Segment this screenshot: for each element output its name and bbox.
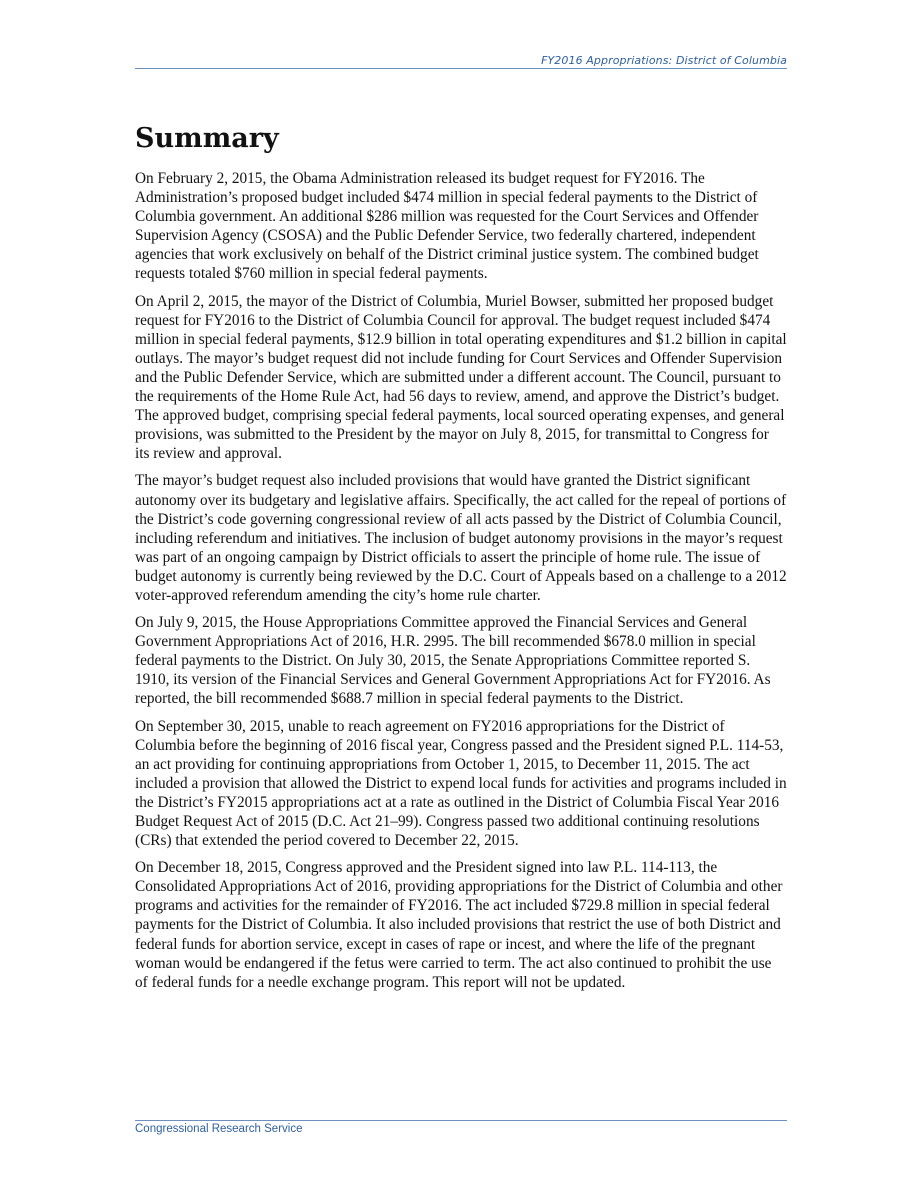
running-header: FY2016 Appropriations: District of Columbia bbox=[541, 54, 787, 67]
header-rule bbox=[135, 68, 787, 69]
summary-body bbox=[135, 169, 787, 1000]
paragraph-4: On July 9, 2015, the House Appropriations Committee approved the Financial Services and General Government Appropriations Act of 2016, H.R. 2995. The bill recommended $678.0 million in special federal payments to the District. On July 30, 2015, the Senate Appropriations Committee reported S. 1910, its version of the Financial Services and General Government Appropriations Act for FY2016. As reported, the bill recommended $688.7 million in special federal payments to the District. bbox=[135, 614, 771, 708]
footer-organization: Congressional Research Service bbox=[135, 1123, 303, 1135]
footer-rule bbox=[135, 1120, 787, 1121]
paragraph-2: On April 2, 2015, the mayor of the District of Columbia, Muriel Bowser, submitted her proposed budget request for FY2016 to the District of Columbia Council for approval. The budget request included $474 million in special federal payments, $12.9 billion in total operating expenditures and $1.2 billion in capital outlays. The mayor’s budget request did not include funding for Court Services and Offender Supervision and the Public Defender Service, which are submitted under a different account. The Council, pursuant to the requirements of the Home Rule Act, had 56 days to review, amend, and approve the District’s budget. The approved budget, comprising special federal payments, local sourced operating expenses, and general provisions, was submitted to the President by the mayor on July 8, 2015, for transmittal to Congress for its review and approval. bbox=[135, 292, 787, 463]
paragraph-1: On February 2, 2015, the Obama Administration released its budget request for FY2016. The Administration’s proposed budget included $474 million in special federal payments to the District of Columbia government. An additional $286 million was requested for the Court Services and Offender Supervision Agency (CSOSA) and the Public Defender Service, two federally chartered, independent agencies that work exclusively on behalf of the District criminal justice system. The combined budget requests totaled $760 million in special federal payments. bbox=[135, 170, 759, 283]
paragraph-3: The mayor’s budget request also included provisions that would have granted the District significant autonomy over its budgetary and legislative affairs. Specifically, the act called for the repeal of portions of the District’s code governing congressional review of all acts passed by the District of Columbia Council, including referendum and initiatives. The inclusion of budget autonomy provisions in the mayor’s request was part of an ongoing campaign by District officials to assert the principle of home rule. The issue of budget autonomy is currently being reviewed by the D.C. Court of Appeals based on a challenge to a 2012 voter-approved referendum amending the city’s home rule charter. bbox=[135, 472, 787, 604]
section-title: Summary bbox=[135, 123, 279, 154]
paragraph-5: On September 30, 2015, unable to reach agreement on FY2016 appropriations for the District of Columbia before the beginning of 2016 fiscal year, Congress passed and the President signed P.L. 114-53, an act providing for continuing appropriations from October 1, 2015, to December 11, 2015. The act included a provision that allowed the District to expend local funds for activities and programs included in the District’s FY2015 appropriations act at a rate as outlined in the District of Columbia Fiscal Year 2016 Budget Request Act of 2015 (D.C. Act 21–99). Congress passed two additional continuing resolutions (CRs) that extended the period covered to December 22, 2015. bbox=[135, 717, 787, 850]
paragraph-6: On December 18, 2015, Congress approved and the President signed into law P.L. 114-113, the Consolidated Appropriations Act of 2016, providing appropriations for the District of Columbia and other programs and activities for the remainder of FY2016. The act included $729.8 million in special federal payments for the District of Columbia. It also included provisions that restrict the use of both District and federal funds for abortion service, except in cases of rape or incest, and where the life of the pregnant woman would be endangered if the fetus were carried to term. The act also continued to prohibit the use of federal funds for a needle exchange program. This report will not be updated. bbox=[135, 859, 783, 991]
